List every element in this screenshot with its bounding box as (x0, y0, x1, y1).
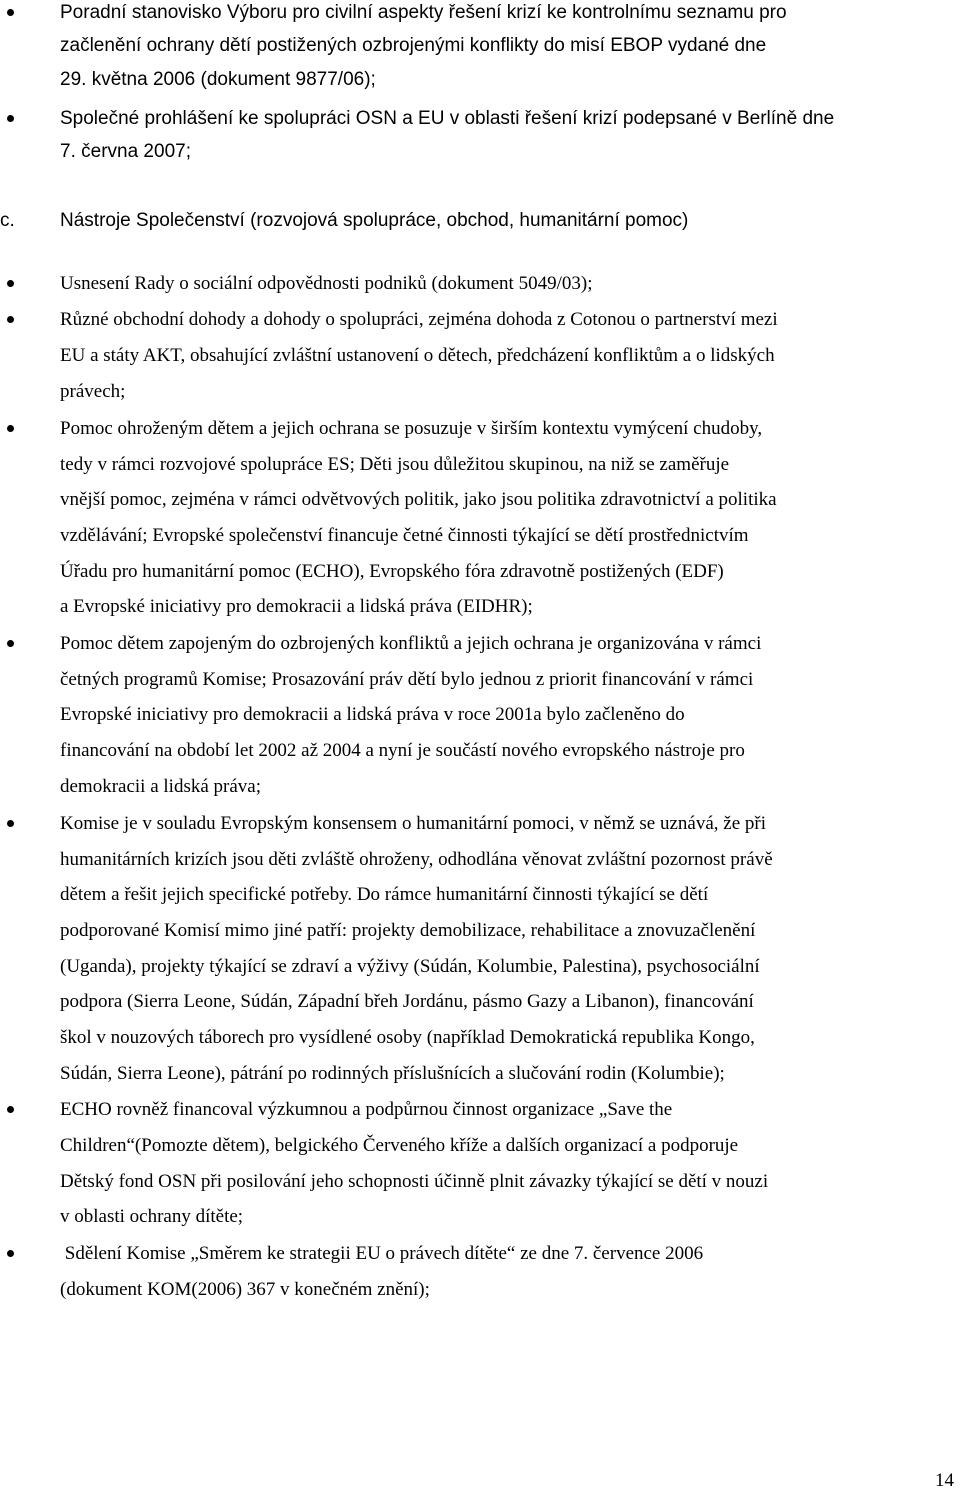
list-item-line: Pomoc ohroženým dětem a jejich ochrana se posuzuje v širším kontextu vymýcení chudoby, (60, 418, 763, 439)
bullet-icon (7, 115, 14, 122)
list-item-line: 7. června 2007; (60, 141, 191, 162)
list-item-line: škol v nouzových táborech pro vysídlené osoby (například Demokratická republika Kongo, (60, 1027, 755, 1048)
bullet-icon (7, 1106, 14, 1113)
list-item-line: Dětský fond OSN při posilování jeho schopnosti účinně plnit závazky týkající se dětí v nouzi (60, 1171, 769, 1192)
list-item-line: tedy v rámci rozvojové spolupráce ES; Děti jsou důležitou skupinou, na niž se zaměřuje (60, 454, 730, 475)
list-item-line: financování na období let 2002 až 2004 a nyní je součástí nového evropského nástroje pro (60, 740, 745, 761)
bullet-icon (7, 1250, 14, 1257)
list-item-line: (dokument KOM(2006) 367 v konečném znění); (60, 1279, 430, 1300)
list-item-line: ECHO rovněž financoval výzkumnou a podpůrnou činnost organizace „Save the (60, 1099, 673, 1120)
list-item-line: vnější pomoc, zejména v rámci odvětvových politik, jako jsou politika zdravotnictví a politika (60, 489, 777, 510)
bullet-icon (7, 640, 14, 647)
list-item-line: Komise je v souladu Evropským konsensem o humanitární pomoci, v němž se uznává, že při (60, 813, 767, 834)
bullet-icon (7, 9, 14, 16)
list-item-line: četných programů Komise; Prosazování práv dětí bylo jednou z priorit financování v rámci (60, 669, 754, 690)
list-item-line: a Evropské iniciativy pro demokracii a lidská práva (EIDHR); (60, 596, 533, 617)
bullet-icon (7, 316, 14, 323)
list-item-line: humanitárních krizích jsou děti zvláště ohroženy, odhodlána věnovat zvláštní pozornost právě (60, 849, 773, 870)
list-item-line: EU a státy AKT, obsahující zvláštní ustanovení o dětech, předcházení konfliktům a o lidských (60, 345, 775, 366)
bullet-icon (7, 280, 14, 287)
section-label: c. (0, 210, 15, 231)
bullet-icon (7, 820, 14, 827)
list-item-line: Evropské iniciativy pro demokracii a lidská práva v roce 2001a bylo začleněno do (60, 704, 685, 725)
list-item-line: začlenění ochrany dětí postižených ozbrojenými konflikty do misí EBOP vydané dne (60, 35, 767, 56)
list-item-line: Různé obchodní dohody a dohody o spolupráci, zejména dohoda z Cotonou o partnerství mezi (60, 309, 778, 330)
list-item-line: Súdán, Sierra Leone), pátrání po rodinných příslušnících a slučování rodin (Kolumbie); (60, 1063, 725, 1084)
page-number: 14 (935, 1470, 954, 1491)
list-item-line: podpora (Sierra Leone, Súdán, Západní břeh Jordánu, pásmo Gazy a Libanon), financování (60, 991, 754, 1012)
list-item-line: Children“(Pomozte dětem), belgického Červeného kříže a dalších organizací a podporuje (60, 1135, 739, 1156)
list-item-line: demokracii a lidská práva; (60, 776, 262, 797)
list-item-line: dětem a řešit jejich specifické potřeby. Do rámce humanitární činnosti týkající se dětí (60, 884, 709, 905)
list-item-line: Sdělení Komise „Směrem ke strategii EU o právech dítěte“ ze dne 7. července 2006 (60, 1243, 704, 1264)
list-item-line: v oblasti ochrany dítěte; (60, 1206, 244, 1227)
list-item-line: podporované Komisí mimo jiné patří: projekty demobilizace, rehabilitace a znovuzačlenění (60, 920, 756, 941)
list-item-line: Pomoc dětem zapojeným do ozbrojených konfliktů a jejich ochrana je organizována v rámci (60, 633, 762, 654)
list-item-line: Poradní stanovisko Výboru pro civilní aspekty řešení krizí ke kontrolnímu seznamu pro (60, 2, 787, 23)
list-item-line: Úřadu pro humanitární pomoc (ECHO), Evropského fóra zdravotně postižených (EDF) (60, 561, 724, 582)
bullet-icon (7, 425, 14, 432)
list-item-line: Usnesení Rady o sociální odpovědnosti podniků (dokument 5049/03); (60, 273, 593, 294)
list-item-line: 29. května 2006 (dokument 9877/06); (60, 69, 376, 90)
list-item-line: vzdělávání; Evropské společenství financuje četné činnosti týkající se dětí prostřednictvím (60, 525, 749, 546)
list-item-line: (Uganda), projekty týkající se zdraví a výživy (Súdán, Kolumbie, Palestina), psychosociální (60, 956, 760, 977)
section-heading: Nástroje Společenství (rozvojová spolupráce, obchod, humanitární pomoc) (60, 210, 689, 231)
list-item-line: Společné prohlášení ke spolupráci OSN a EU v oblasti řešení krizí podepsané v Berlíně dne (60, 108, 835, 129)
list-item-line: právech; (60, 381, 126, 402)
